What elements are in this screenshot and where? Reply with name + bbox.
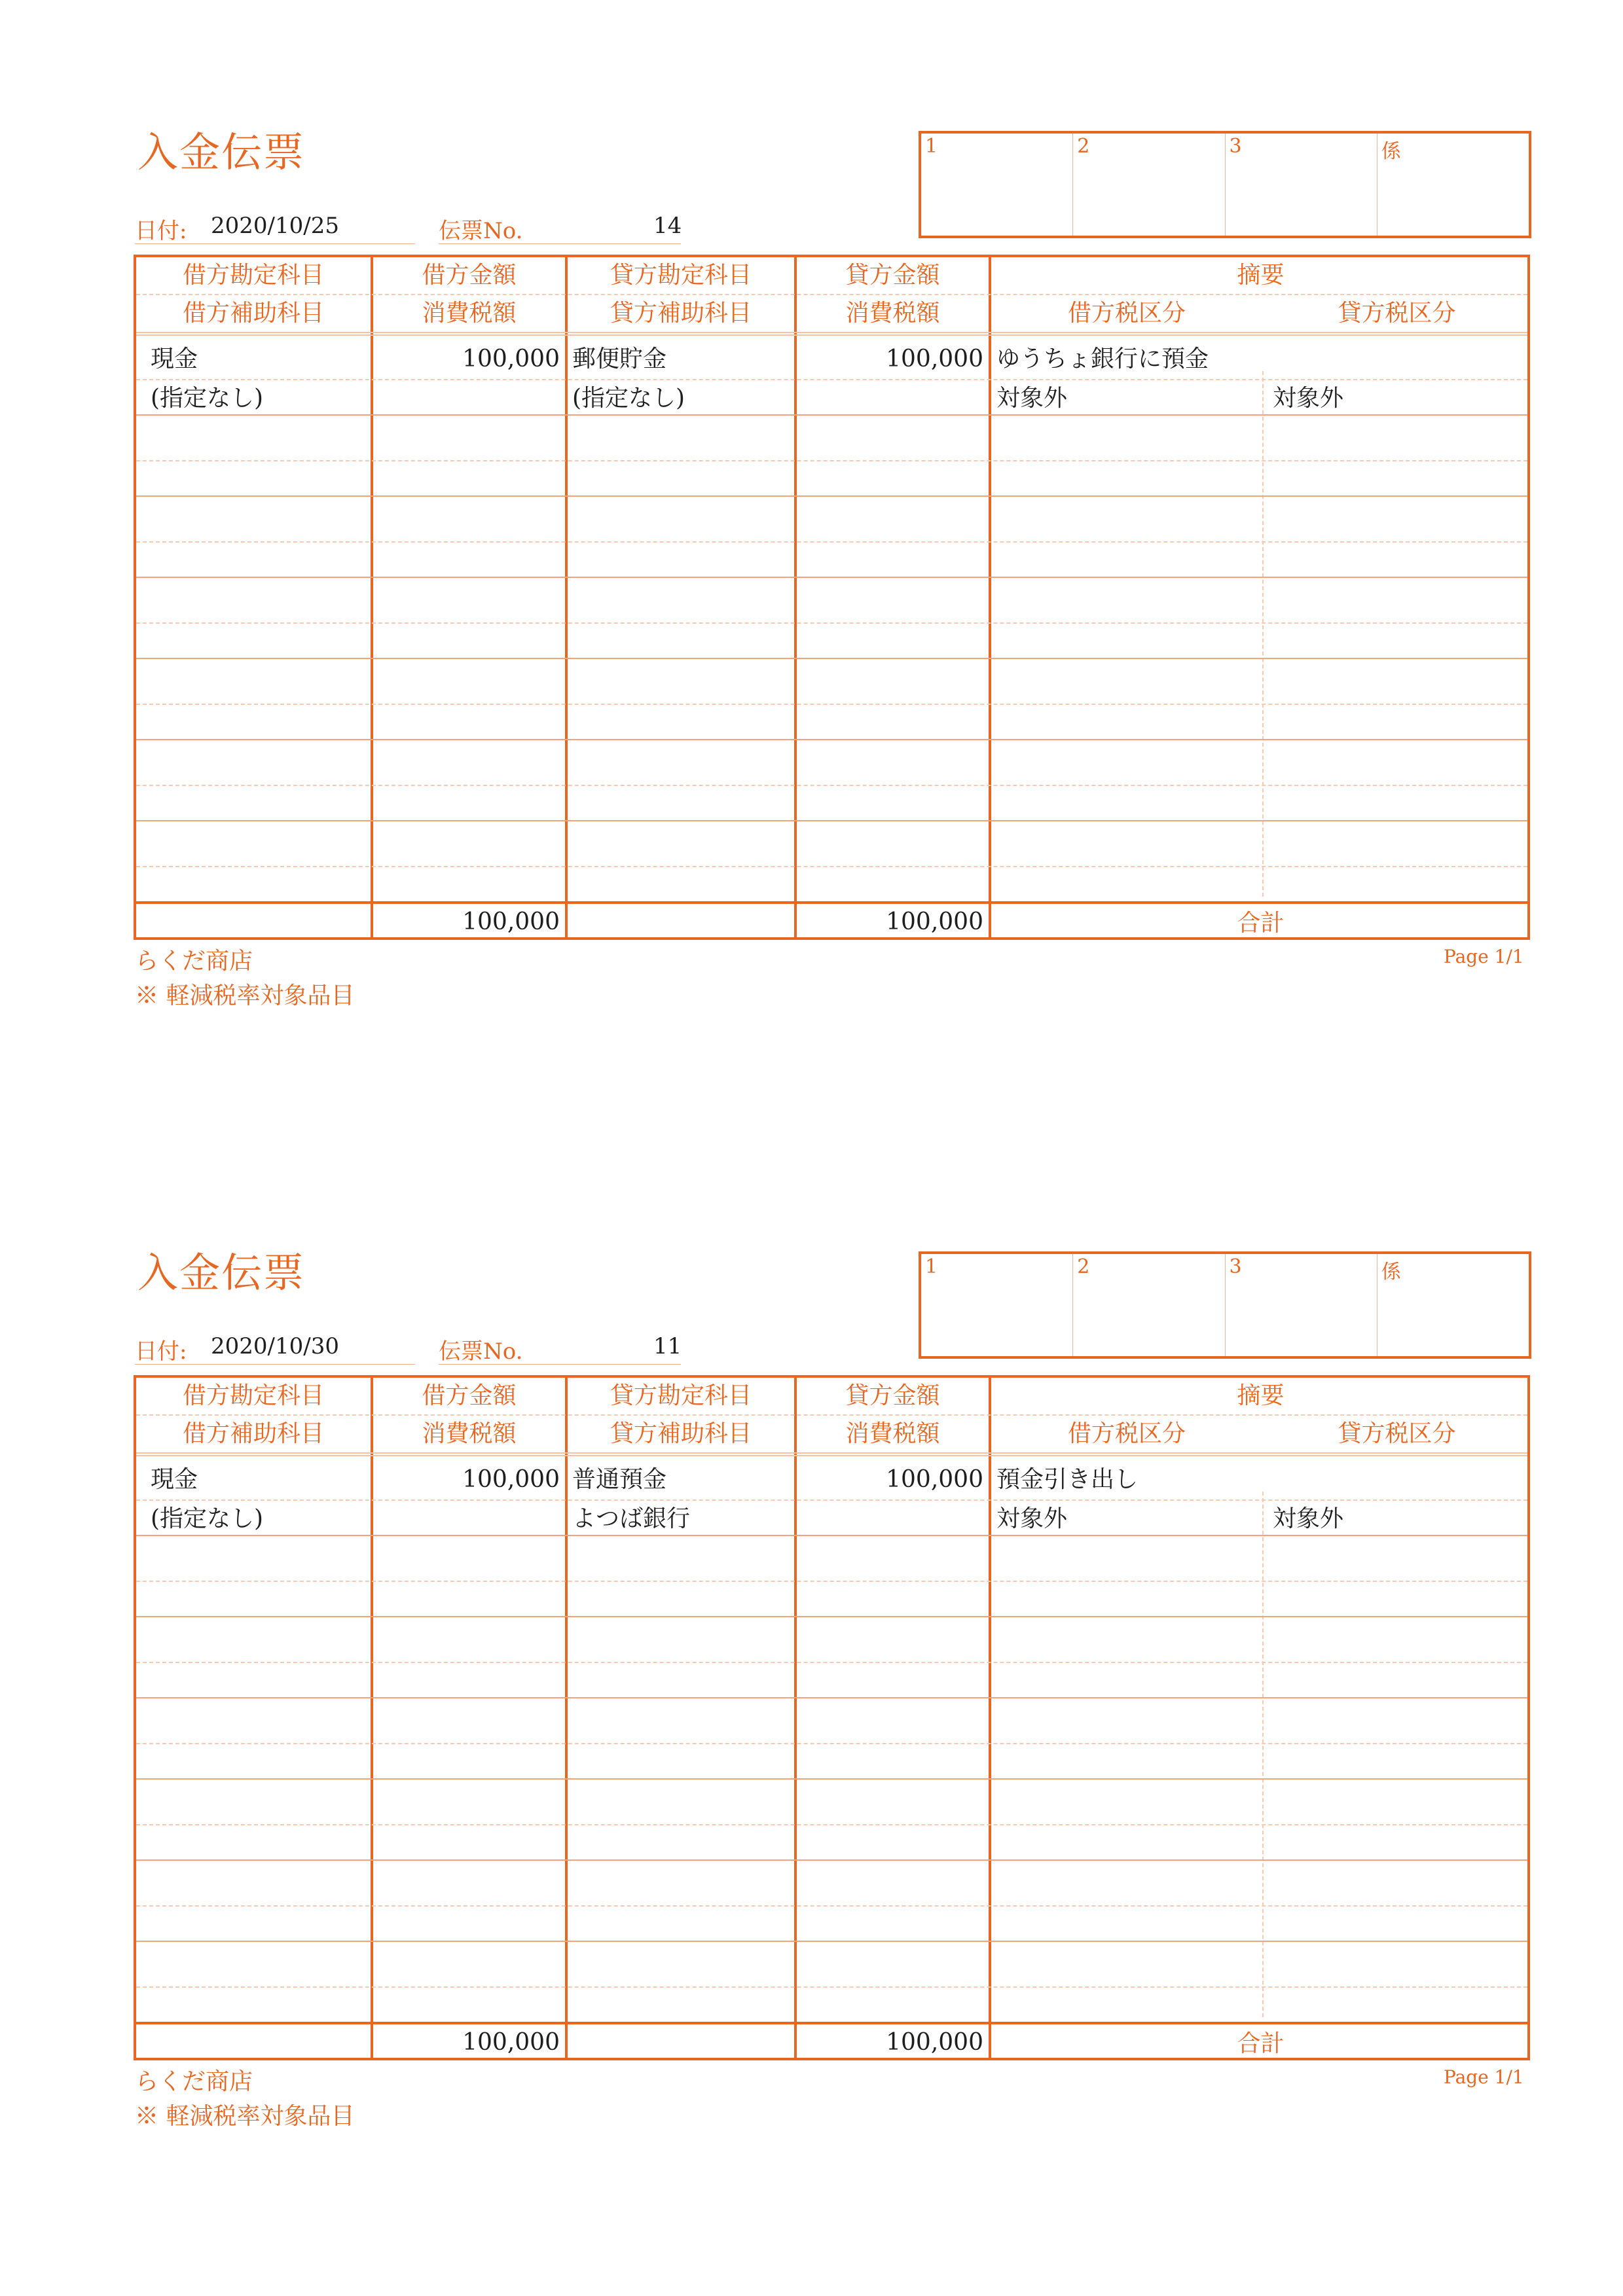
header-bottom-line [136,1452,1527,1456]
date-underline [135,1364,415,1365]
entry-debit-account: 現金 [151,1466,198,1493]
shop-name: らくだ商店 [135,2068,253,2095]
journal-grid [134,1375,1530,2060]
stamp-cell-2[interactable] [1072,134,1224,236]
column-divider [989,257,991,937]
tax-column-divider [1262,371,1264,897]
header-credit-sub: 貸方補助科目 [610,1420,752,1447]
header-tax-amount-credit: 消費税額 [845,300,940,327]
row-divider [136,785,1527,786]
header-debit-sub: 借方補助科目 [182,1420,324,1447]
slip-number-value: 11 [653,1333,682,1359]
tax-column-divider [1262,1492,1264,2017]
date-underline [135,243,415,244]
stamp-cell-3[interactable] [1225,134,1377,236]
entry-debit-amount: 100,000 [462,1466,560,1493]
voucher-slip-2 [0,1121,1623,2168]
row-divider [136,414,1527,416]
stamp-cell-3[interactable] [1225,1254,1377,1356]
slip-number-underline [439,1364,681,1365]
column-divider [565,1378,568,2058]
slip-title: 入金伝票 [137,1249,306,1297]
stamp-cell-1[interactable] [921,1254,1072,1356]
row-divider [136,1778,1527,1780]
total-row-line [136,901,1527,904]
row-divider [136,739,1527,740]
row-divider [136,1905,1527,1907]
row-divider [136,1824,1527,1825]
row-divider [136,1616,1527,1617]
row-divider [136,495,1527,497]
header-memo: 摘要 [1237,262,1285,289]
entry-credit-amount: 100,000 [886,346,983,372]
total-debit-amount: 100,000 [462,2029,560,2056]
entry-credit-tax-class: 対象外 [1273,1505,1344,1532]
header-memo: 摘要 [1237,1382,1285,1409]
journal-grid [134,255,1530,940]
date-label: 日付: [135,218,187,244]
entry-memo: 預金引き出し [996,1466,1139,1493]
stamp-label: 2 [1077,135,1090,158]
row-divider [136,1743,1527,1744]
date-label: 日付: [135,1338,187,1365]
entry-debit-account: 現金 [151,346,198,372]
header-debit-account: 借方勘定科目 [182,262,324,289]
row-divider [136,820,1527,821]
row-divider [136,704,1527,705]
header-debit-sub: 借方補助科目 [182,300,324,327]
entry-credit-sub: よつば銀行 [572,1505,691,1532]
header-credit-tax-class: 貸方税区分 [1338,1420,1456,1447]
entry-debit-tax-class: 対象外 [996,385,1068,412]
total-row-line [136,2022,1527,2024]
header-bottom-line [136,332,1527,336]
header-debit-amount: 借方金額 [422,1382,517,1409]
header-divider [136,294,1527,295]
stamp-cell-clerk[interactable] [1377,1254,1529,1356]
header-tax-amount-credit: 消費税額 [845,1420,940,1447]
header-credit-amount: 貸方金額 [845,1382,940,1409]
stamp-label: 2 [1077,1255,1090,1278]
approval-stamp-box [919,1251,1531,1359]
voucher-slip-1 [0,0,1623,1047]
entry-debit-tax-class: 対象外 [996,1505,1068,1532]
row-divider [136,1535,1527,1536]
shop-name: らくだ商店 [135,948,253,975]
header-debit-tax-class: 借方税区分 [1067,1420,1186,1447]
page-indicator: Page 1/1 [1444,2066,1524,2088]
header-debit-account: 借方勘定科目 [182,1382,324,1409]
stamp-label: 係 [1381,1261,1401,1283]
header-debit-tax-class: 借方税区分 [1067,300,1186,327]
entry-credit-amount: 100,000 [886,1466,983,1493]
entry-debit-sub: (指定なし) [151,385,264,412]
entry-debit-amount: 100,000 [462,346,560,372]
stamp-label: 1 [925,135,938,158]
row-divider [136,1697,1527,1698]
stamp-label: 3 [1229,1255,1242,1278]
page-indicator: Page 1/1 [1444,946,1524,967]
row-divider [136,379,1527,380]
row-divider [136,1581,1527,1582]
header-credit-amount: 貸方金額 [845,262,940,289]
row-divider [136,1859,1527,1861]
header-credit-sub: 貸方補助科目 [610,300,752,327]
total-debit-amount: 100,000 [462,908,560,935]
slip-number-value: 14 [653,213,682,239]
header-tax-amount-debit: 消費税額 [422,300,517,327]
slip-number-underline [439,243,681,244]
entry-credit-tax-class: 対象外 [1273,385,1344,412]
row-divider [136,658,1527,659]
row-divider [136,460,1527,461]
row-divider [136,1499,1527,1501]
date-value: 2020/10/25 [211,213,339,239]
stamp-cell-2[interactable] [1072,1254,1224,1356]
total-label: 合計 [1237,910,1285,937]
stamp-label: 係 [1381,140,1401,163]
slip-number-label: 伝票No. [439,1338,523,1365]
row-divider [136,1662,1527,1663]
column-divider [565,257,568,937]
stamp-label: 1 [925,1255,938,1278]
reduced-tax-note: ※ 軽減税率対象品目 [135,2103,355,2130]
entry-credit-sub: (指定なし) [572,385,685,412]
approval-stamp-box [919,131,1531,238]
stamp-cell-clerk[interactable] [1377,134,1529,236]
stamp-label: 3 [1229,135,1242,158]
entry-debit-sub: (指定なし) [151,1505,264,1532]
row-divider [136,541,1527,543]
entry-credit-account: 郵便貯金 [572,346,667,372]
header-debit-amount: 借方金額 [422,262,517,289]
total-credit-amount: 100,000 [886,908,983,935]
row-divider [136,1986,1527,1988]
slip-title: 入金伝票 [137,128,306,176]
total-label: 合計 [1237,2030,1285,2057]
date-value: 2020/10/30 [211,1333,339,1359]
header-credit-account: 貸方勘定科目 [610,262,752,289]
reduced-tax-note: ※ 軽減税率対象品目 [135,982,355,1009]
total-credit-amount: 100,000 [886,2029,983,2056]
row-divider [136,866,1527,867]
row-divider [136,1941,1527,1942]
slip-number-label: 伝票No. [439,218,523,244]
stamp-cell-1[interactable] [921,134,1072,236]
header-credit-tax-class: 貸方税区分 [1338,300,1456,327]
row-divider [136,622,1527,624]
header-credit-account: 貸方勘定科目 [610,1382,752,1409]
entry-memo: ゆうちょ銀行に預金 [996,346,1209,372]
row-divider [136,577,1527,578]
column-divider [989,1378,991,2058]
entry-credit-account: 普通預金 [572,1466,667,1493]
header-divider [136,1414,1527,1416]
header-tax-amount-debit: 消費税額 [422,1420,517,1447]
